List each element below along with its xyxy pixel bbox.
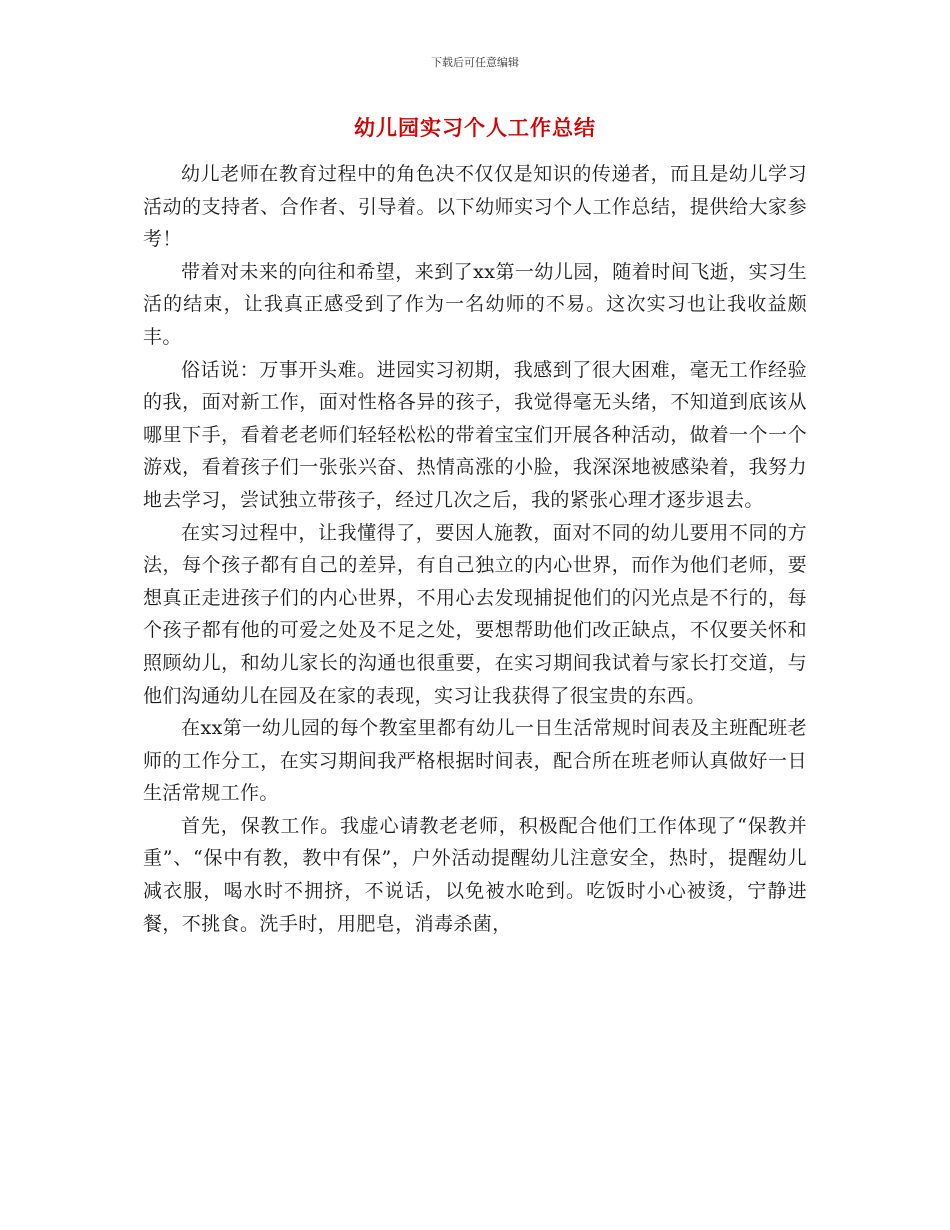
paragraph: 幼儿老师在教育过程中的角色决不仅仅是知识的传递者，而且是幼儿学习活动的支持者、合作者、引导着。以下幼师实习个人工作总结，提供给大家参考！ — [143, 163, 807, 251]
document-body — [143, 158, 807, 940]
paragraph: 带着对未来的向往和希望，来到了xx第一幼儿园，随着时间飞逝，实习生活的结束，让我真正感受到了作为一名幼师的不易。这次实习也让我收益颇丰。 — [143, 260, 807, 348]
document-title: 幼儿园实习个人工作总结 — [354, 116, 596, 140]
paragraph: 俗话说：万事开头难。进园实习初期，我感到了很大困难，毫无工作经验的我，面对新工作，面对性格各异的孩子，我觉得毫无头绪，不知道到底该从哪里下手，看着老老师们轻轻松松的带着宝宝们开展各种活动，做着一个一个游戏，看着孩子们一张张兴奋、热情高涨的小脸，我深深地被感染着，我努力地去学习，尝试独立带孩子，经过几次之后，我的紧张心理才逐步退去。 — [143, 358, 807, 511]
paragraph: 首先，保教工作。我虚心请教老老师，积极配合他们工作体现了“保教并重”、“保中有教，教中有保”，户外活动提醒幼儿注意安全，热时，提醒幼儿减衣服，喝水时不拥挤，不说话，以免被水呛到。吃饭时小心被烫，宁静进餐，不挑食。洗手时，用肥皂，消毒杀菌， — [143, 814, 807, 935]
header-note: 下载后可任意编辑 — [431, 56, 519, 69]
paragraph: 在实习过程中，让我懂得了，要因人施教，面对不同的幼儿要用不同的方法，每个孩子都有自己的差异，有自己独立的内心世界，而作为他们老师，要想真正走进孩子们的内心世界，不用心去发现捕捉他们的闪光点是不行的，每个孩子都有他的可爱之处及不足之处，要想帮助他们改正缺点，不仅要关怀和照顾幼儿，和幼儿家长的沟通也很重要，在实习期间我试着与家长打交道，与他们沟通幼儿在园及在家的表现，实习让我获得了很宝贵的东西。 — [143, 521, 807, 707]
paragraph: 在xx第一幼儿园的每个教室里都有幼儿一日生活常规时间表及主班配班老师的工作分工，在实习期间我严格根据时间表，配合所在班老师认真做好一日生活常规工作。 — [143, 717, 807, 805]
